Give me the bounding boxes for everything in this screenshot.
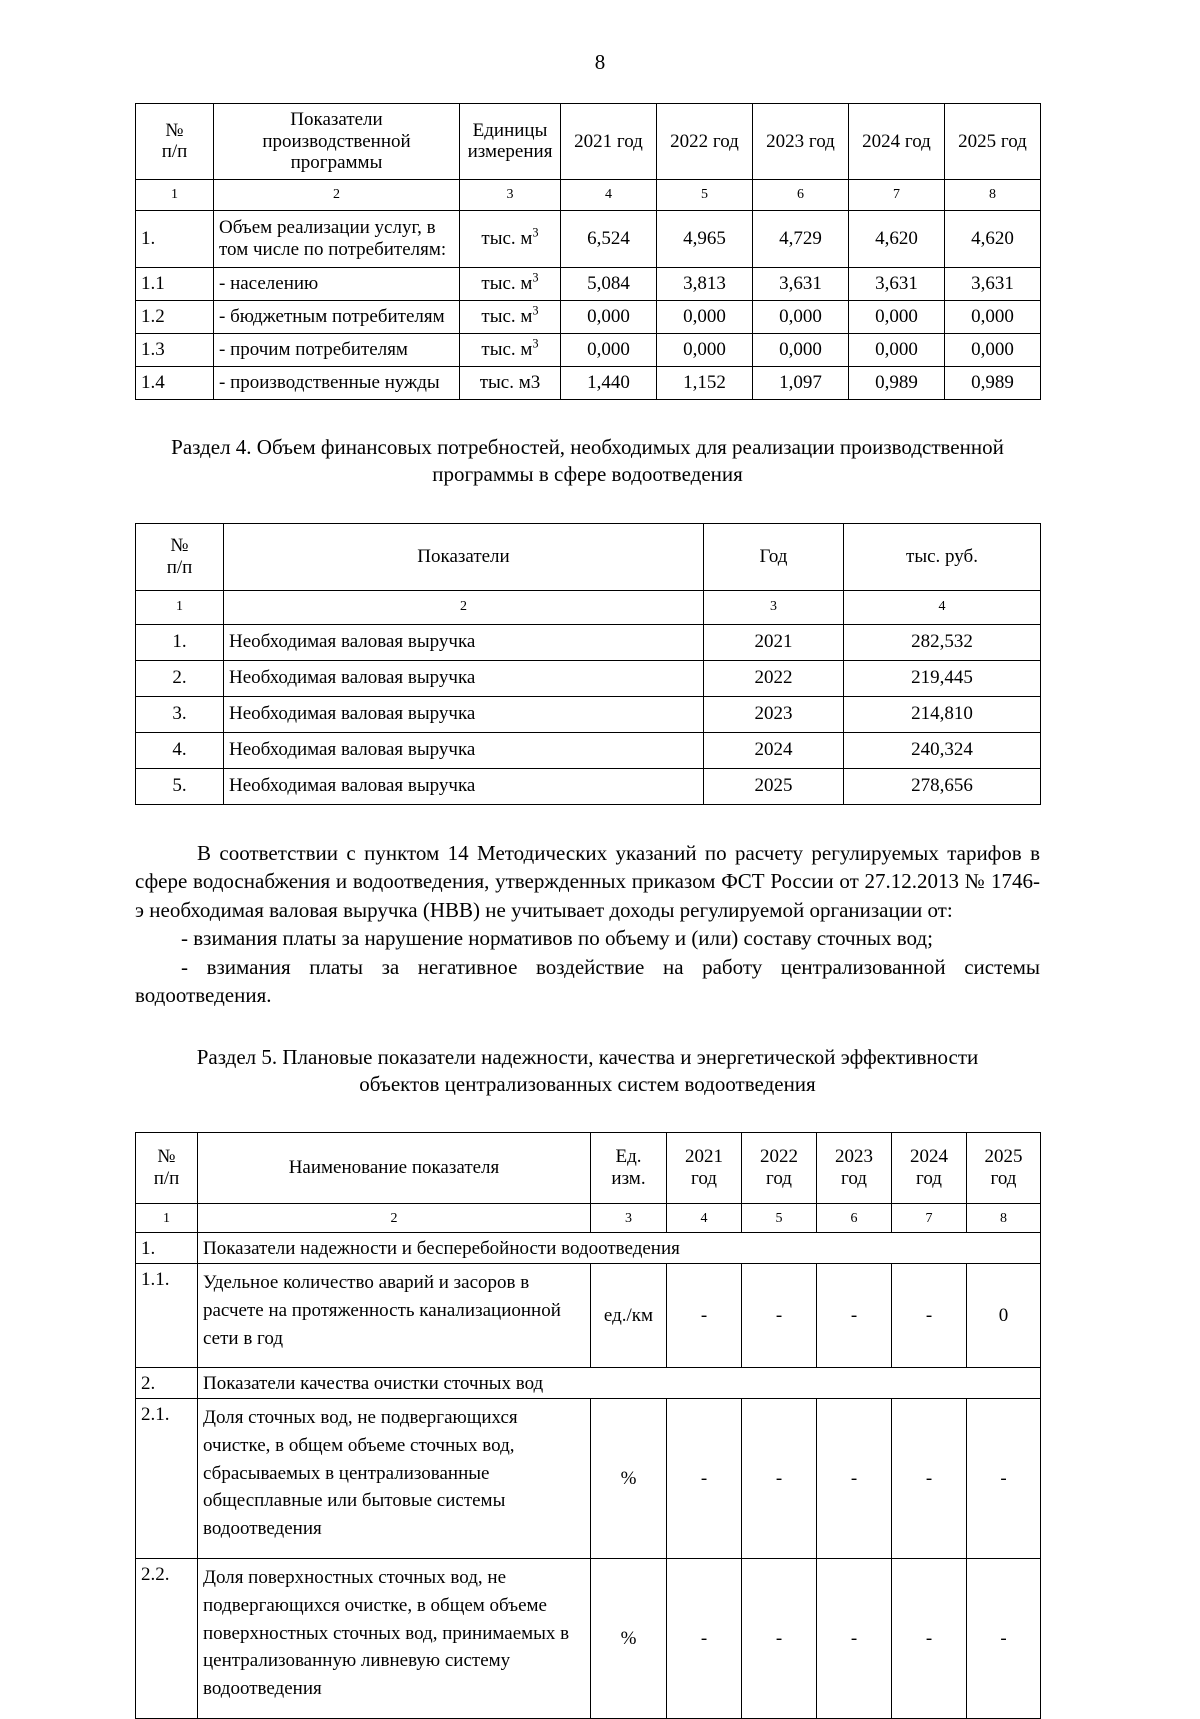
row-number: 1.1. [136, 1264, 198, 1368]
colnum-1: 1 [136, 179, 214, 210]
header-cell-indicator [214, 104, 460, 180]
row-indicator: Необходимая валовая выручка [224, 768, 704, 804]
header-cell-no [136, 104, 214, 180]
row-indicator: - бюджетным потребителям [214, 300, 460, 333]
row-indicator: - производственные нужды [214, 366, 460, 399]
header-cell-2025: 2025 год [945, 104, 1041, 180]
header-2023-label: год [841, 1168, 867, 1190]
header-cell-2022: 2022 год [657, 104, 753, 180]
row-value-2021: 6,524 [561, 210, 657, 267]
row-value-2023: - [817, 1399, 892, 1559]
row-indicator-text: Доля поверхностных сточных вод, не подвергающихся очистке, в общем объеме поверхностных сточных вод, принимаемых в централизованную ливневую систему водоотведения [203, 1567, 570, 1699]
spacer [135, 1098, 1040, 1132]
row-year: 2025 [704, 768, 844, 804]
header-cell-2021: 2021 год [561, 104, 657, 180]
row-year: 2023 [704, 696, 844, 732]
header-cell-amount: тыс. руб. [844, 523, 1041, 590]
row-value-2025: 0 [967, 1264, 1041, 1368]
row-number: 5. [136, 768, 224, 804]
table-row [136, 696, 1041, 732]
spacer [135, 489, 1040, 523]
header-cell-2021 [667, 1133, 742, 1204]
header-cell-2022 [742, 1133, 817, 1204]
header-indicator-line2: производственной [262, 130, 411, 152]
table-column-number-row [136, 1204, 1041, 1233]
paragraph-nvv-note: В соответствии с пунктом 14 Методических указаний по расчету регулируемых тарифов в сфере водоснабжения и водоотведения, утвержденных приказом ФСТ России от 27.12.2013 № 1746-э необходимая валовая выручка (НВВ) не учитывает доходы регулируемой организации от: [135, 840, 1040, 922]
row-value-2024: - [892, 1559, 967, 1719]
section-5-heading-line2: объектов централизованных систем водоотведения [359, 1072, 816, 1097]
paragraph-bullet-2: - взимания платы за негативное воздействие на работу централизованной системы водоотведения. [135, 954, 1040, 1008]
row-number: 1. [136, 210, 214, 267]
row-value-2022: 3,813 [657, 267, 753, 300]
section-5-heading [135, 1044, 1040, 1099]
row-unit: ед./км [591, 1264, 667, 1368]
colnum-6: 6 [817, 1204, 892, 1233]
colnum-3: 3 [591, 1204, 667, 1233]
colnum-2: 2 [198, 1204, 591, 1233]
row-year: 2024 [704, 732, 844, 768]
table-header-row [136, 1133, 1041, 1204]
table-row [136, 1559, 1041, 1719]
row-value-2024: - [892, 1264, 967, 1368]
row-value-2021: - [667, 1559, 742, 1719]
row-unit: тыс. $м^3$ [460, 300, 561, 333]
colnum-4: 4 [667, 1204, 742, 1233]
row-unit: % [591, 1559, 667, 1719]
header-cell-2024 [892, 1133, 967, 1204]
row-unit: тыс. $м^3$ [460, 267, 561, 300]
spacer [135, 805, 1040, 839]
row-unit: тыс. м3 [460, 366, 561, 399]
colnum-2: 2 [214, 179, 460, 210]
row-year: 2022 [704, 660, 844, 696]
row-year: 2021 [704, 624, 844, 660]
header-cell-indicator: Показатели [224, 523, 704, 590]
row-amount: 240,324 [844, 732, 1041, 768]
colnum-5: 5 [742, 1204, 817, 1233]
table-column-number-row [136, 179, 1041, 210]
row-value-2022: - [742, 1399, 817, 1559]
spacer [135, 400, 1040, 434]
table-header-row [136, 523, 1041, 590]
header-2021-year: 2021 [685, 1145, 723, 1167]
row-number: 2. [136, 1368, 198, 1399]
header-2025-label: год [990, 1168, 1017, 1190]
row-value-2024: 0,000 [849, 333, 945, 366]
header-no-line1: № [170, 534, 189, 556]
row-amount: 278,656 [844, 768, 1041, 804]
table-group-row [136, 1233, 1041, 1264]
row-number: 2.1. [136, 1399, 198, 1559]
colnum-8: 8 [967, 1204, 1041, 1233]
row-amount: 214,810 [844, 696, 1041, 732]
row-value-2025: 4,620 [945, 210, 1041, 267]
header-2024-label: год [916, 1168, 942, 1190]
row-value-2021: 0,000 [561, 333, 657, 366]
header-cell-2023: 2023 год [753, 104, 849, 180]
row-indicator: Необходимая валовая выручка [224, 696, 704, 732]
row-value-2023: 1,097 [753, 366, 849, 399]
section-4-heading [135, 434, 1040, 489]
table-row [136, 660, 1041, 696]
row-value-2023: 3,631 [753, 267, 849, 300]
header-2022-label: год [766, 1168, 792, 1190]
header-cell-no [136, 523, 224, 590]
colnum-7: 7 [849, 179, 945, 210]
row-value-2024: 0,000 [849, 300, 945, 333]
row-indicator: Объем реализации услуг, в том числе по потребителям: [214, 210, 460, 267]
row-value-2021: - [667, 1264, 742, 1368]
row-unit: тыс. $м^3$ [460, 210, 561, 267]
header-unit-line1: Ед. [615, 1145, 642, 1167]
row-value-2024: 4,620 [849, 210, 945, 267]
header-cell-indicator: Наименование показателя [198, 1133, 591, 1204]
row-number: 1.1 [136, 267, 214, 300]
row-value-2025: 0,000 [945, 300, 1041, 333]
table-planned-indicators [135, 1132, 1041, 1719]
colnum-1: 1 [136, 590, 224, 624]
header-no-line1: № [165, 119, 184, 141]
table-row [136, 624, 1041, 660]
row-value-2021: - [667, 1399, 742, 1559]
row-indicator: Необходимая валовая выручка [224, 624, 704, 660]
row-group-title: Показатели надежности и бесперебойности водоотведения [198, 1233, 1041, 1264]
table-row [136, 333, 1041, 366]
row-value-2024: 3,631 [849, 267, 945, 300]
row-value-2023: 0,000 [753, 300, 849, 333]
row-amount: 219,445 [844, 660, 1041, 696]
row-value-2023: 4,729 [753, 210, 849, 267]
colnum-3: 3 [704, 590, 844, 624]
row-unit: тыс. $м^3$ [460, 333, 561, 366]
table-row [136, 768, 1041, 804]
row-value-2022: 1,152 [657, 366, 753, 399]
row-value-2025: 0,989 [945, 366, 1041, 399]
row-value-2022: - [742, 1264, 817, 1368]
row-indicator: - прочим потребителям [214, 333, 460, 366]
row-unit: % [591, 1399, 667, 1559]
row-number: 2.2. [136, 1559, 198, 1719]
row-value-2025: 0,000 [945, 333, 1041, 366]
row-value-2025: - [967, 1559, 1041, 1719]
header-cell-2023 [817, 1133, 892, 1204]
table-row [136, 267, 1041, 300]
page-number: 8 [594, 50, 606, 74]
row-group-title: Показатели качества очистки сточных вод [198, 1368, 1041, 1399]
row-number: 2. [136, 660, 224, 696]
header-no-line2: п/п [153, 1168, 180, 1190]
header-cell-unit [460, 104, 561, 180]
colnum-8: 8 [945, 179, 1041, 210]
row-value-2021: 1,440 [561, 366, 657, 399]
row-value-2025: 3,631 [945, 267, 1041, 300]
section-4-heading-line1: Раздел 4. Объем финансовых потребностей, необходимых для реализации производственной [171, 434, 1004, 459]
row-number: 1. [136, 624, 224, 660]
header-indicator-line1: Показатели [290, 109, 383, 130]
row-value-2025: - [967, 1399, 1041, 1559]
colnum-3: 3 [460, 179, 561, 210]
row-indicator [198, 1264, 591, 1368]
paragraph-bullet-1: - взимания платы за нарушение нормативов по объему и (или) составу сточных вод; [181, 926, 933, 951]
table-column-number-row [136, 590, 1041, 624]
header-2022-year: 2022 [760, 1145, 798, 1167]
colnum-5: 5 [657, 179, 753, 210]
row-value-2022: 0,000 [657, 333, 753, 366]
row-number: 1.2 [136, 300, 214, 333]
header-unit-line2: изм. [611, 1168, 646, 1190]
colnum-1: 1 [136, 1204, 198, 1233]
table-row [136, 366, 1041, 399]
header-2021-label: год [691, 1168, 717, 1190]
header-no-line1: № [157, 1145, 176, 1167]
section-5-heading-line1: Раздел 5. Плановые показатели надежности, качества и энергетической эффективности [196, 1044, 979, 1069]
header-cell-2025 [967, 1133, 1041, 1204]
spacer [135, 1010, 1040, 1044]
colnum-2: 2 [224, 590, 704, 624]
row-amount: 282,532 [844, 624, 1041, 660]
row-indicator-text: Удельное количество аварий и засоров в расчете на протяженность канализационной сети в год [203, 1272, 561, 1349]
row-number: 1. [136, 1233, 198, 1264]
table-row [136, 732, 1041, 768]
row-indicator [198, 1559, 591, 1719]
header-no-line2: п/п [166, 556, 193, 578]
row-indicator: Необходимая валовая выручка [224, 660, 704, 696]
page-content [135, 103, 1040, 1719]
row-value-2022: - [742, 1559, 817, 1719]
row-number: 3. [136, 696, 224, 732]
row-value-2024: - [892, 1399, 967, 1559]
row-indicator [198, 1399, 591, 1559]
table-row [136, 210, 1041, 267]
row-value-2023: - [817, 1264, 892, 1368]
row-value-2022: 0,000 [657, 300, 753, 333]
header-cell-2024: 2024 год [849, 104, 945, 180]
table-production-programme [135, 103, 1041, 400]
row-value-2021: 5,084 [561, 267, 657, 300]
colnum-4: 4 [844, 590, 1041, 624]
header-cell-year: Год [704, 523, 844, 590]
row-number: 1.3 [136, 333, 214, 366]
row-number: 4. [136, 732, 224, 768]
table-row [136, 1399, 1041, 1559]
header-no-line2: п/п [161, 141, 188, 163]
row-value-2021: 0,000 [561, 300, 657, 333]
table-header-row [136, 104, 1041, 180]
row-indicator: - населению [214, 267, 460, 300]
header-2023-year: 2023 [835, 1145, 873, 1167]
row-value-2024: 0,989 [849, 366, 945, 399]
header-cell-no [136, 1133, 198, 1204]
colnum-4: 4 [561, 179, 657, 210]
row-value-2023: - [817, 1559, 892, 1719]
row-value-2023: 0,000 [753, 333, 849, 366]
table-required-gross-revenue [135, 523, 1041, 805]
header-cell-unit [591, 1133, 667, 1204]
header-2024-year: 2024 [910, 1145, 948, 1167]
colnum-6: 6 [753, 179, 849, 210]
row-number: 1.4 [136, 366, 214, 399]
table-row [136, 300, 1041, 333]
header-unit-line1: Единицы [472, 119, 548, 141]
table-row [136, 1264, 1041, 1368]
table-group-row [136, 1368, 1041, 1399]
row-value-2022: 4,965 [657, 210, 753, 267]
header-indicator-line3: программы [290, 152, 383, 174]
section-4-heading-line2: программы в сфере водоотведения [432, 462, 743, 487]
row-indicator-text: Доля сточных вод, не подвергающихся очистке, в общем объеме сточных вод, сбрасываемых в централизованные общесплавные или бытовые системы водоотведения [203, 1407, 518, 1539]
row-indicator: Необходимая валовая выручка [224, 732, 704, 768]
header-unit-line2: измерения [467, 141, 553, 163]
header-2025-year: 2025 [984, 1145, 1023, 1167]
colnum-7: 7 [892, 1204, 967, 1233]
